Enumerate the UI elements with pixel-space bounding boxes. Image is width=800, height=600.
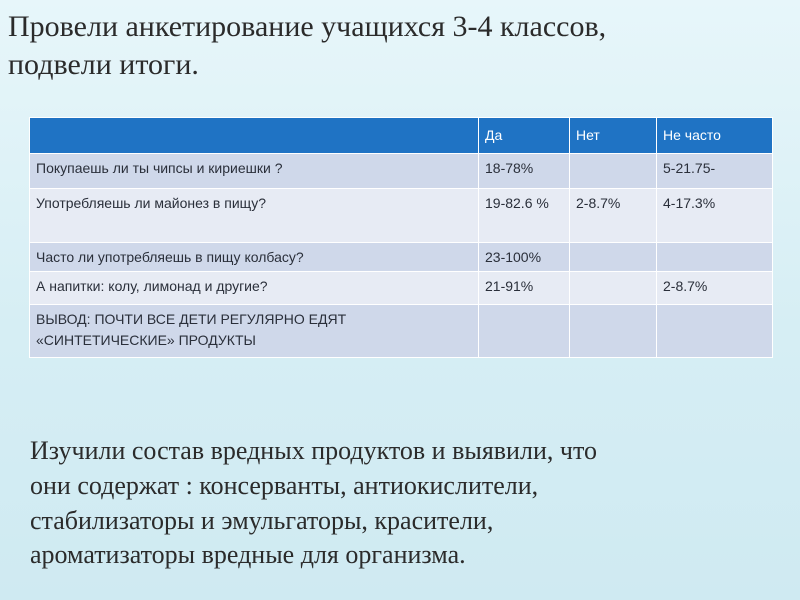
question-cell: Употребляешь ли майонез в пищу? [30,189,479,243]
no-cell [570,243,657,272]
rarely-cell [657,243,773,272]
slide-title-line-1: Провели анкетирование учащихся 3-4 классов, [8,10,607,43]
conclusion-cell: ВЫВОД: ПОЧТИ ВСЕ ДЕТИ РЕГУЛЯРНО ЕДЯТ «СИНТЕТИЧЕСКИЕ» ПРОДУКТЫ [30,305,479,358]
question-cell: Часто ли употребляешь в пищу колбасу? [30,243,479,272]
table-row [30,272,773,305]
table-row [30,154,773,189]
survey-table-container [29,117,772,358]
conclusion-line-2: они содержат : консерванты, антиокислители, [30,470,539,500]
no-cell: 2-8.7% [570,189,657,243]
table-header-row [30,118,773,154]
header-cell-rarely: Не часто [657,118,773,154]
conclusion-line-1: Изучили состав вредных продуктов и выявили, что [30,436,597,465]
slide-title [8,8,768,85]
rarely-cell: 5-21.75- [657,154,773,189]
no-cell [570,272,657,305]
rarely-cell: 4-17.3% [657,189,773,243]
yes-cell: 21-91% [479,272,570,305]
conclusion-line-3: стабилизаторы и эмульгаторы, красители, [30,505,494,535]
question-cell: Покупаешь ли ты чипсы и кириешки ? [30,154,479,189]
header-cell-question [30,118,479,154]
conclusion-line-4: ароматизаторы вредные для организма. [30,540,466,570]
slide-title-line-2: подвели итоги. [8,48,199,82]
no-cell [570,305,657,358]
conclusion-text [30,434,790,573]
yes-cell: 23-100% [479,243,570,272]
yes-cell [479,305,570,358]
rarely-cell: 2-8.7% [657,272,773,305]
header-cell-no: Нет [570,118,657,154]
table-row [30,243,773,272]
table-row-conclusion [30,305,773,358]
yes-cell: 18-78% [479,154,570,189]
header-cell-yes: Да [479,118,570,154]
question-cell: А напитки: колу, лимонад и другие? [30,272,479,305]
survey-results-table [29,117,773,358]
no-cell [570,154,657,189]
rarely-cell [657,305,773,358]
yes-cell: 19-82.6 % [479,189,570,243]
table-row [30,189,773,243]
